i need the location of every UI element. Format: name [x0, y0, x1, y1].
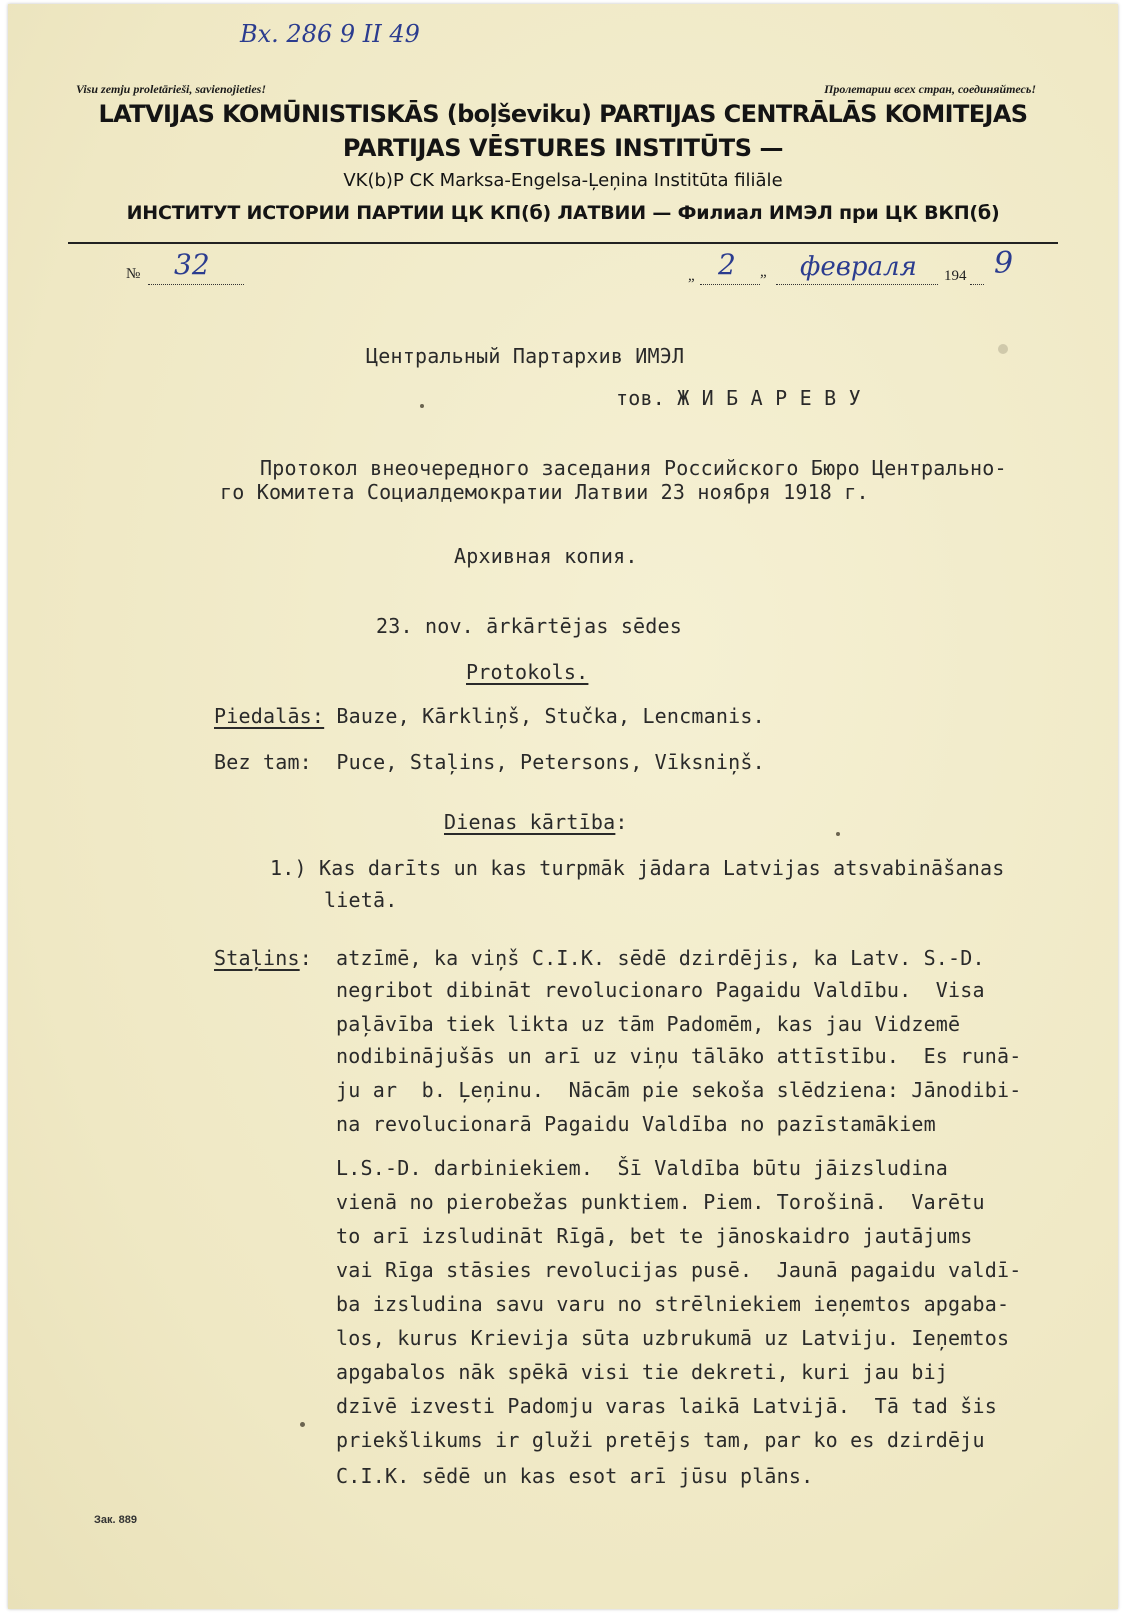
- speech-line: los, kurus Krievija sūta uzbrukumā uz Latviju. Ieņemtos: [336, 1326, 1010, 1350]
- agenda-item-line-1: 1.) Kas darīts un kas turpmāk jādara Latvijas atsvabināšanas: [270, 856, 1005, 880]
- year-suffix: 9: [994, 246, 1014, 281]
- speech-line: negribot dibināt revolucionaro Pagaidu Valdību. Visa: [336, 978, 985, 1002]
- present-row: [214, 704, 765, 728]
- speech-line: to arī izsludināt Rīgā, bet te jānoskaidro jautājums: [336, 1224, 973, 1248]
- date-close-quote: „: [760, 264, 767, 280]
- date-month: февраля: [800, 252, 917, 282]
- speech-line: paļāvība tiek likta uz tām Padomēm, kas jau Vidzemē: [336, 1012, 961, 1036]
- year-prefix: 194: [944, 268, 967, 284]
- speech-line: ju ar b. Ļeņinu. Nācām pie sekoša slēdziena: Jānodibi-: [336, 1078, 1022, 1102]
- speech-line: vai Rīga stāsies revolucijas pusē. Jaunā pagaidu valdī-: [336, 1258, 1022, 1282]
- year-dotline: [970, 284, 984, 285]
- letterhead-line-1: LATVIJAS KOMŪNISTISKĀS (boļševiku) PARTIJAS CENTRĀLĀS KOMITEJAS: [98, 100, 1028, 128]
- date-day: 2: [718, 248, 736, 281]
- paper-speck: [420, 404, 424, 408]
- paper-speck: [300, 1422, 305, 1427]
- present-names: Bauze, Kārkliņš, Stučka, Lencmanis.: [324, 704, 765, 728]
- number-label: №: [126, 266, 141, 282]
- agenda-item-line-2: lietā.: [324, 888, 398, 912]
- motto-latvian: Visu zemju proletārieši, savienojieties!: [76, 82, 267, 96]
- also-present-label: Bez tam:: [214, 750, 312, 774]
- incoming-registration-note: Вх. 286 9 II 49: [240, 20, 420, 48]
- document-sheet: [8, 4, 1118, 1609]
- speech-line: vienā no pierobežas punktiem. Piem. Torošinā. Varētu: [336, 1190, 985, 1214]
- speech-line: C.I.K. sēdē un kas esot arī jūsu plāns.: [336, 1464, 814, 1488]
- agenda-title-row: [444, 810, 628, 834]
- recipient-person: тов. Ж И Б А Р Е В У: [616, 386, 861, 410]
- speech-line: nodibinājušās un arī uz viņu tālāko attīstību. Es runā-: [336, 1044, 1022, 1068]
- paper-speck: [836, 832, 840, 836]
- speech-line: dzīvē izvesti Padomju varas laikā Latvijā. Tā tad šis: [336, 1394, 998, 1418]
- date-month-dotline: [776, 284, 938, 285]
- protocol-heading: 23. nov. ārkārtējas sēdes: [376, 614, 683, 638]
- letterhead-line-4: ИНСТИТУТ ИСТОРИИ ПАРТИИ ЦК КП(б) ЛАТВИИ — Филиал ИМЭЛ при ЦК ВКП(б): [126, 202, 1000, 224]
- paper-speck: [998, 344, 1008, 354]
- recipient-organization: Центральный Партархив ИМЭЛ: [366, 344, 685, 368]
- number-dotline: [148, 284, 244, 285]
- speaker-label: Staļins: [214, 946, 300, 970]
- archival-copy-note: Архивная копия.: [454, 544, 638, 568]
- subject-line-2: го Комитета Социалдемократии Латвии 23 ноября 1918 г.: [220, 480, 869, 504]
- also-present-names: Puce, Staļins, Petersons, Vīksniņš.: [311, 750, 765, 774]
- speech-line: atzīmē, ka viņš C.I.K. sēdē dzirdējis, ka Latv. S.-D.: [336, 946, 985, 970]
- speech-line: L.S.-D. darbiniekiem. Šī Valdība būtu jāizsludina: [336, 1156, 949, 1180]
- speech-line: priekšlikums ir gluži pretējs tam, par ko es dzirdēju: [336, 1428, 985, 1452]
- agenda-colon: :: [615, 810, 628, 834]
- present-label: Piedalās:: [214, 704, 325, 728]
- protocol-title: Protokols.: [466, 660, 589, 684]
- speaker-colon: :: [299, 946, 312, 970]
- speech-line: apgabalos nāk spēkā visi tie dekreti, kuri jau bij: [336, 1360, 949, 1384]
- letterhead-line-2: PARTIJAS VĒSTURES INSTITŪTS —: [342, 134, 784, 162]
- subject-line-1: Протокол внеочередного заседания Российского Бюро Центрально-: [260, 456, 1007, 480]
- print-order-number: Зак. 889: [94, 1514, 137, 1526]
- speech-line: ba izsludina savu varu no strēlniekiem ieņemtos apgaba-: [336, 1292, 1010, 1316]
- also-present-row: [214, 750, 765, 774]
- speech-line: na revolucionarā Pagaidu Valdība no pazīstamākiem: [336, 1112, 936, 1136]
- date-day-dotline: [700, 284, 760, 285]
- motto-russian: Пролетарии всех стран, соединяйтесь!: [824, 82, 1036, 96]
- letterhead-rule: [68, 242, 1058, 244]
- agenda-title: Dienas kārtība: [444, 810, 616, 834]
- date-open-quote: „: [688, 268, 695, 284]
- letterhead-line-3: VK(b)P CK Marksa-Engelsa-Ļeņina Institūta filiāle: [343, 170, 783, 191]
- speaker-label-row: [214, 946, 312, 970]
- document-number: 32: [174, 248, 210, 281]
